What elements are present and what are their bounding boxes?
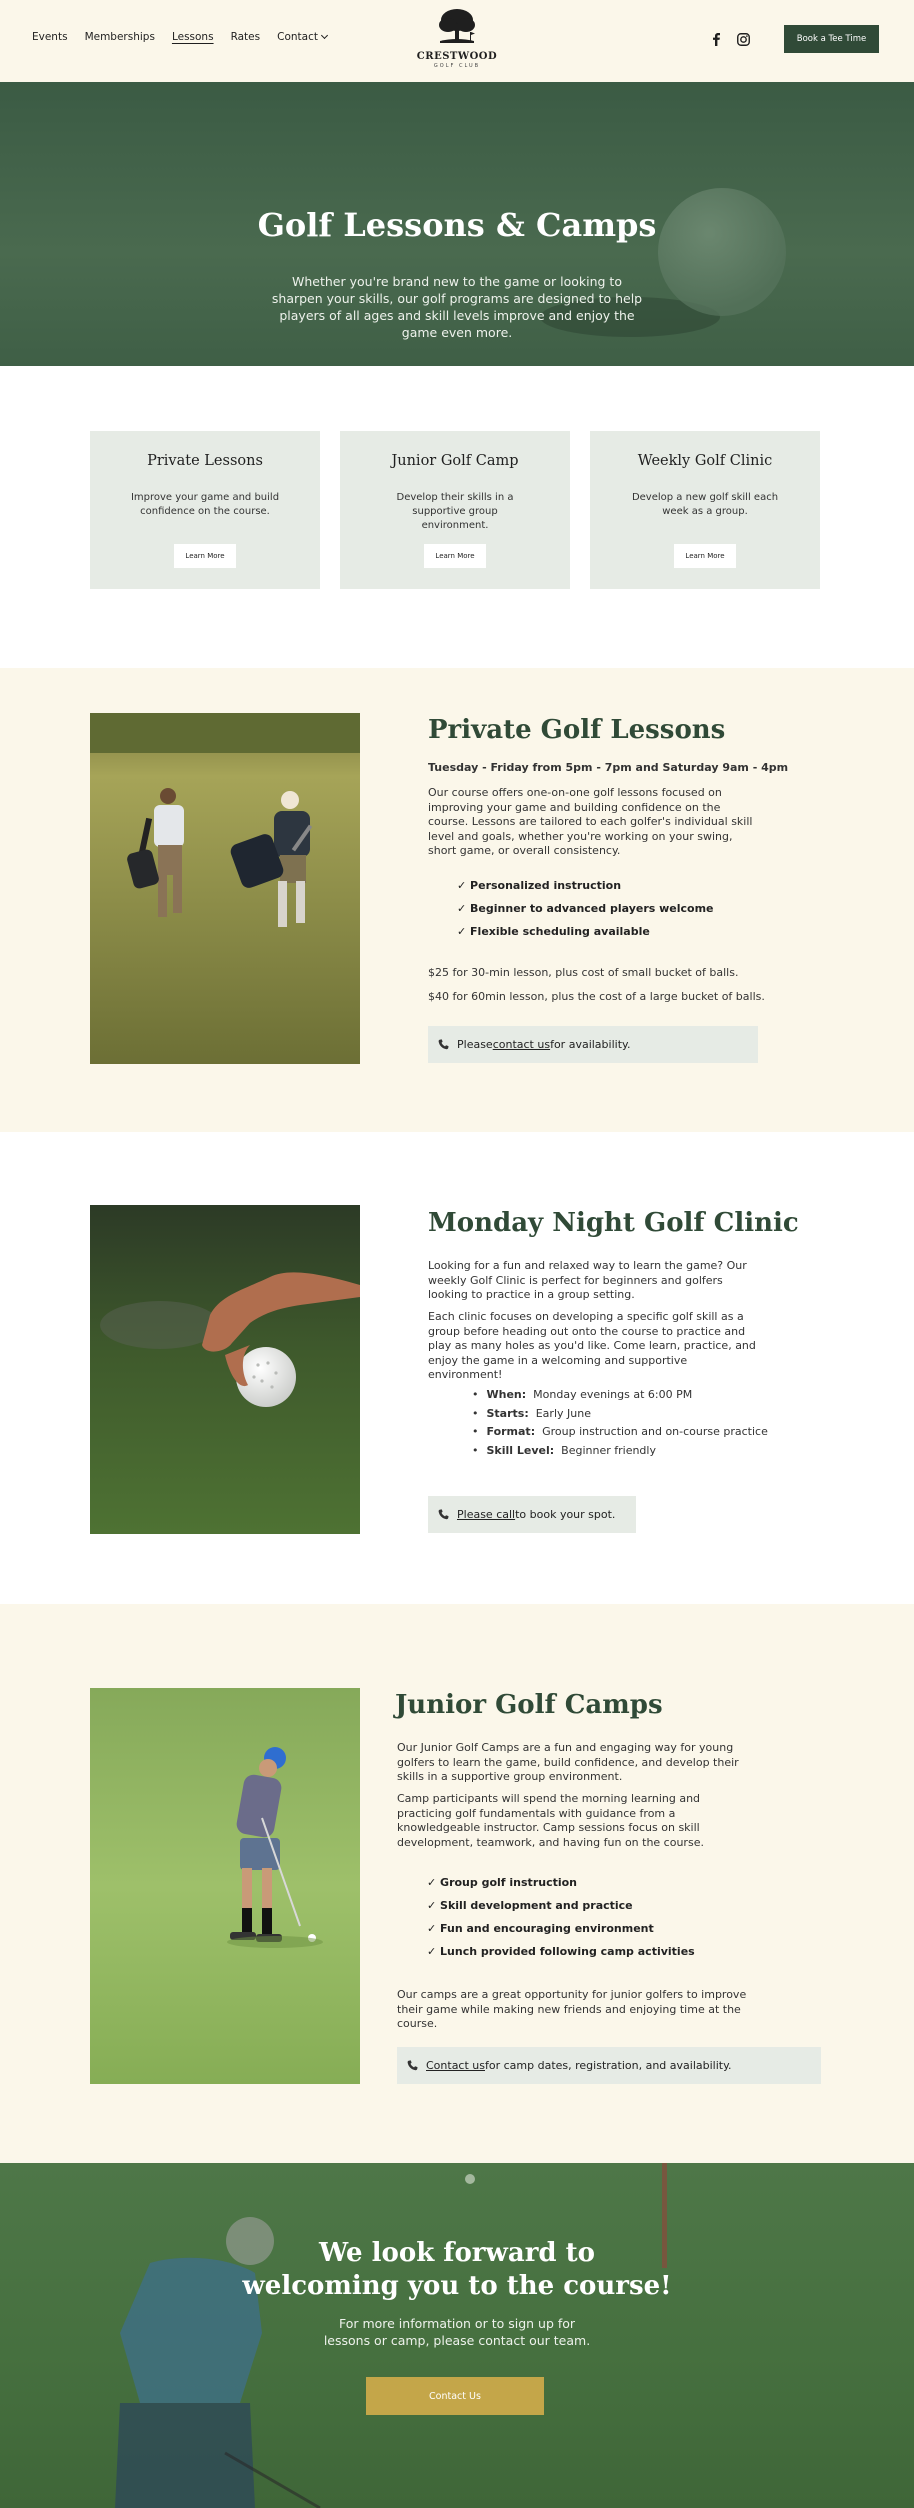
cta-description: For more information or to sign up for lessons or camp, please contact our team. — [323, 2316, 591, 2348]
contact-us-link[interactable]: Contact us — [426, 2059, 485, 2072]
private-lessons-title: Private Golf Lessons — [428, 715, 726, 745]
clinic-description: Each clinic focuses on developing a specific golf skill as a group before heading out onto the course to practice and play as many holes as you'd like. Come learn, practice, and enjoy the game in a welcoming and supportive environment! — [428, 1310, 756, 1381]
list-item: ✓ Lunch provided following camp activities — [427, 1945, 695, 1958]
card-title: Junior Golf Camp — [391, 453, 519, 469]
cta-contact-button[interactable]: Contact Us — [366, 2377, 544, 2415]
camp-registration-callout — [397, 2047, 821, 2084]
detail-label: Format: — [486, 1425, 536, 1438]
instagram-icon[interactable] — [737, 31, 750, 50]
price-60-min: $40 for 60min lesson, plus the cost of a large bucket of balls. — [428, 990, 765, 1003]
detail-value: Beginner friendly — [561, 1443, 656, 1457]
golf-clinic-section — [0, 1132, 914, 1604]
social-links — [712, 31, 750, 50]
learn-more-button[interactable]: Learn More — [424, 544, 486, 568]
nav-contact-label: Contact — [277, 31, 318, 43]
card-private-lessons — [90, 431, 320, 589]
junior-features-list — [427, 1876, 695, 1968]
hero-description: Whether you're brand new to the game or looking to sharpen your skills, our golf programs are designed to help players of all ages and skill levels improve and enjoy the game even more. — [271, 274, 643, 340]
chevron-down-icon — [321, 32, 328, 39]
nav-memberships[interactable]: Memberships — [84, 31, 155, 43]
list-item: ✓ Fun and encouraging environment — [427, 1922, 654, 1935]
golfers-walking-photo — [90, 713, 360, 1064]
nav-lessons[interactable]: Lessons — [171, 31, 214, 43]
clinic-details-list — [472, 1388, 768, 1462]
nav-contact[interactable] — [277, 31, 327, 43]
cta-title-line-1: We look forward to — [318, 2238, 596, 2268]
hero-section — [0, 82, 914, 366]
hero-title: Golf Lessons & Camps — [257, 206, 657, 244]
card-text: Develop a new golf skill each week as a group. — [631, 492, 779, 517]
detail-label: When: — [486, 1388, 527, 1401]
junior-camps-section — [0, 1604, 914, 2163]
contact-us-link[interactable]: contact us — [492, 1038, 551, 1051]
card-title: Weekly Golf Clinic — [637, 453, 773, 469]
card-text: Improve your game and build confidence on the course. — [130, 492, 280, 517]
callout-suffix: for availability. — [550, 1038, 631, 1051]
tree-logo-icon — [434, 6, 480, 46]
cta-title — [0, 2237, 914, 2303]
phone-icon — [407, 2060, 418, 2071]
junior-closing: Our camps are a great opportunity for junior golfers to improve their game while making new friends and enjoying time at the course. — [397, 1988, 747, 2030]
private-schedule: Tuesday - Friday from 5pm - 7pm and Saturday 9am - 4pm — [428, 761, 789, 774]
nav-events[interactable]: Events — [32, 31, 68, 43]
logo-subtitle: GOLF CLUB — [433, 63, 481, 69]
detail-value: Early June — [535, 1406, 591, 1420]
detail-label: Starts: — [486, 1406, 529, 1420]
junior-intro: Our Junior Golf Camps are a fun and engaging way for young golfers to learn the game, build confidence, and develop their skills in a supportive group environment. — [397, 1741, 739, 1783]
junior-description: Camp participants will spend the morning learning and practicing golf fundamentals with guidance from a knowledgeable instructor. Camp sessions focus on skill development, teamwork, and having fun on the course. — [397, 1792, 704, 1849]
list-item: ✓ Beginner to advanced players welcome — [457, 902, 714, 915]
list-item — [472, 1388, 768, 1401]
closing-cta-section — [0, 2163, 914, 2508]
list-item — [472, 1425, 768, 1438]
logo-name: CRESTWOOD — [416, 51, 498, 62]
learn-more-button[interactable]: Learn More — [174, 544, 236, 568]
booking-callout — [428, 1496, 636, 1533]
price-30-min: $25 for 30-min lesson, plus cost of small bucket of balls. — [428, 966, 739, 979]
card-text: Develop their skills in a supportive group environment. — [396, 492, 514, 531]
list-item: ✓ Personalized instruction — [457, 879, 622, 892]
golf-ball-tee-photo — [90, 1205, 360, 1534]
main-nav — [32, 31, 344, 43]
list-item: ✓ Group golf instruction — [427, 1876, 578, 1889]
phone-icon — [438, 1039, 449, 1050]
please-call-link[interactable]: Please call — [457, 1508, 516, 1521]
callout-suffix: to book your spot. — [515, 1508, 616, 1521]
card-title: Private Lessons — [147, 453, 263, 469]
program-cards-section — [0, 366, 914, 668]
callout-suffix: for camp dates, registration, and availability. — [485, 2059, 732, 2072]
private-lessons-section — [0, 668, 914, 1132]
detail-value: Monday evenings at 6:00 PM — [533, 1388, 693, 1401]
junior-camps-title: Junior Golf Camps — [395, 1690, 663, 1720]
site-header — [0, 0, 914, 82]
private-features-list — [457, 879, 714, 948]
availability-callout — [428, 1026, 758, 1063]
golf-clinic-title: Monday Night Golf Clinic — [428, 1208, 799, 1238]
list-item: ✓ Skill development and practice — [427, 1899, 633, 1912]
callout-prefix: Please — [457, 1038, 493, 1051]
learn-more-button[interactable]: Learn More — [674, 544, 736, 568]
detail-value: Group instruction and on-course practice — [542, 1425, 768, 1438]
list-item — [472, 1444, 768, 1457]
facebook-icon[interactable] — [712, 31, 721, 50]
card-junior-golf-camp — [340, 431, 570, 589]
list-item: ✓ Flexible scheduling available — [457, 925, 650, 938]
book-tee-time-button[interactable]: Book a Tee Time — [784, 25, 879, 53]
detail-label: Skill Level: — [486, 1443, 555, 1457]
card-weekly-golf-clinic — [590, 431, 820, 589]
list-item — [472, 1407, 768, 1420]
site-logo[interactable] — [397, 6, 517, 69]
private-description: Our course offers one-on-one golf lessons focused on improving your game and building confidence on the course. Lessons are tailored to each golfer's individual skill level and goals, whether you're working on your swing, short game, or overall consistency. — [428, 786, 753, 857]
nav-rates[interactable]: Rates — [230, 31, 261, 43]
junior-golfer-photo — [90, 1688, 360, 2084]
clinic-intro: Looking for a fun and relaxed way to learn the game? Our weekly Golf Clinic is perfect for beginners and golfers looking to practice in a group setting. — [428, 1259, 747, 1301]
phone-icon — [438, 1509, 449, 1520]
cta-title-line-2: welcoming you to the course! — [242, 2271, 672, 2301]
